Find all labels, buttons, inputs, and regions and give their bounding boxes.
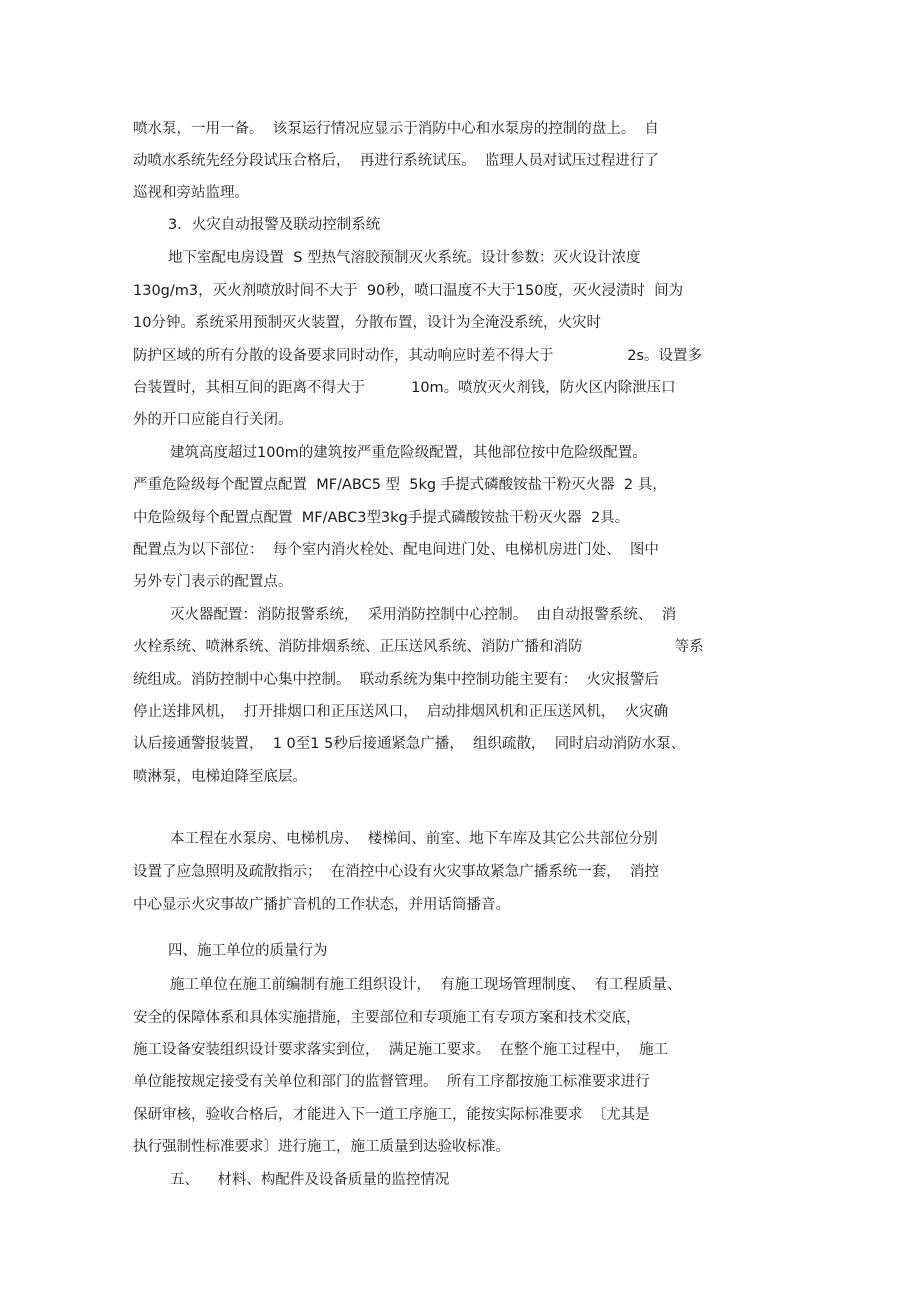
paragraph-line: 10分钟。系统采用预制灭火装置，分散布置，设计为全淹没系统，火灾时 [133,315,601,331]
paragraph-line: 施工设备安装组织设计要求落实到位， 满足施工要求。 在整个施工过程中， 施工 [133,1042,669,1058]
paragraph-line: 执行强制性标准要求〕进行施工，施工质量到达验收标准。 [133,1139,510,1155]
paragraph-line: 严重危险级每个配置点配置 MF/ABC5 型 5kg 手提式磷酸铵盐干粉灭火器 2 具， [133,477,667,493]
paragraph-line: 本工程在水泵房、电梯机房、 楼梯间、前室、地下车库及其它公共部位分别 [170,831,658,847]
paragraph-line: 配置点为以下部位： 每个室内消火栓处、配电间进门处、电梯机房进门处、 图中 [133,542,659,558]
paragraph-line: 台装置时，其相互间的距离不得大于 10m。喷放灭火剂钱，防火区内除泄压口 [133,380,676,396]
paragraph-line: 地下室配电房设置 S 型热气溶胶预制灭火系统。设计参数：灭火设计浓度 [168,250,641,266]
paragraph-line: 巡视和旁站监理。 [133,185,249,201]
section-heading: 3．火灾自动报警及联动控制系统 [168,217,381,233]
paragraph-line: 单位能按规定接受有关单位和部门的监督管理。 所有工序都按施工标准要求进行 [133,1074,650,1090]
paragraph-line: 保研审核，验收合格后，才能进入下一道工序施工，能按实际标准要求 〔尤其是 [133,1107,650,1123]
paragraph-line: 中心显示火灾事故广播扩音机的工作状态，并用话筒播音。 [133,897,510,913]
paragraph-line: 安全的保障体系和具体实施措施，主要部位和专项施工有专项方案和技术交底， [133,1010,641,1026]
paragraph-line: 喷水泵，一用一备。 该泵运行情况应显示于消防中心和水泵房的控制的盘上。 自 [133,121,659,137]
paragraph-line: 中危险级每个配置点配置 MF/ABC3型3kg手提式磷酸铵盐干粉灭火器 2具。 [133,510,630,526]
paragraph-line: 灭火器配置：消防报警系统， 采用消防控制中心控制。 由自动报警系统、 消 [170,607,677,623]
paragraph-line: 另外专门表示的配置点。 [133,574,293,590]
paragraph-line: 外的开口应能自行关闭。 [133,412,293,428]
paragraph-line: 建筑高度超过100m的建筑按严重危险级配置，其他部位按中危险级配置。 [170,445,647,461]
paragraph-line: 喷淋泵，电梯迫降至底层。 [133,769,307,785]
section-heading: 四、施工单位的质量行为 [168,943,328,959]
paragraph-line: 统组成。消防控制中心集中控制。 联动系统为集中控制功能主要有： 火灾报警后 [133,672,659,688]
paragraph-line: 停止送排风机， 打开排烟口和正压送风口， 启动排烟风机和正压送风机， 火灾确 [133,704,669,720]
paragraph-line: 130g/m3，灭火剂喷放时间不大于 90秒，喷口温度不大于150度，灭火浸渍时 间为 [133,283,684,299]
section-heading: 五、 材料、构配件及设备质量的监控情况 [170,1172,450,1188]
paragraph-line: 认后接通警报装置， 1 0至1 5秒后接通紧急广播， 组织疏散， 同时启动消防水泵、 [133,736,686,752]
paragraph-line: 火栓系统、喷淋系统、消防排烟系统、正压送风系统、消防广播和消防 等系 [133,639,704,655]
paragraph-line: 动喷水系统先经分段试压合格后， 再进行系统试压。 监理人员对试压过程进行了 [133,153,659,169]
paragraph-line: 施工单位在施工前编制有施工组织设计， 有施工现场管理制度、 有工程质量、 [170,977,682,993]
paragraph-line: 设置了应急照明及疏散指示； 在消控中心设有火灾事故紧急广播系统一套， 消控 [133,864,659,880]
paragraph-line: 防护区域的所有分散的设备要求同时动作，其动响应时差不得大于 2s。设置多 [133,348,703,364]
